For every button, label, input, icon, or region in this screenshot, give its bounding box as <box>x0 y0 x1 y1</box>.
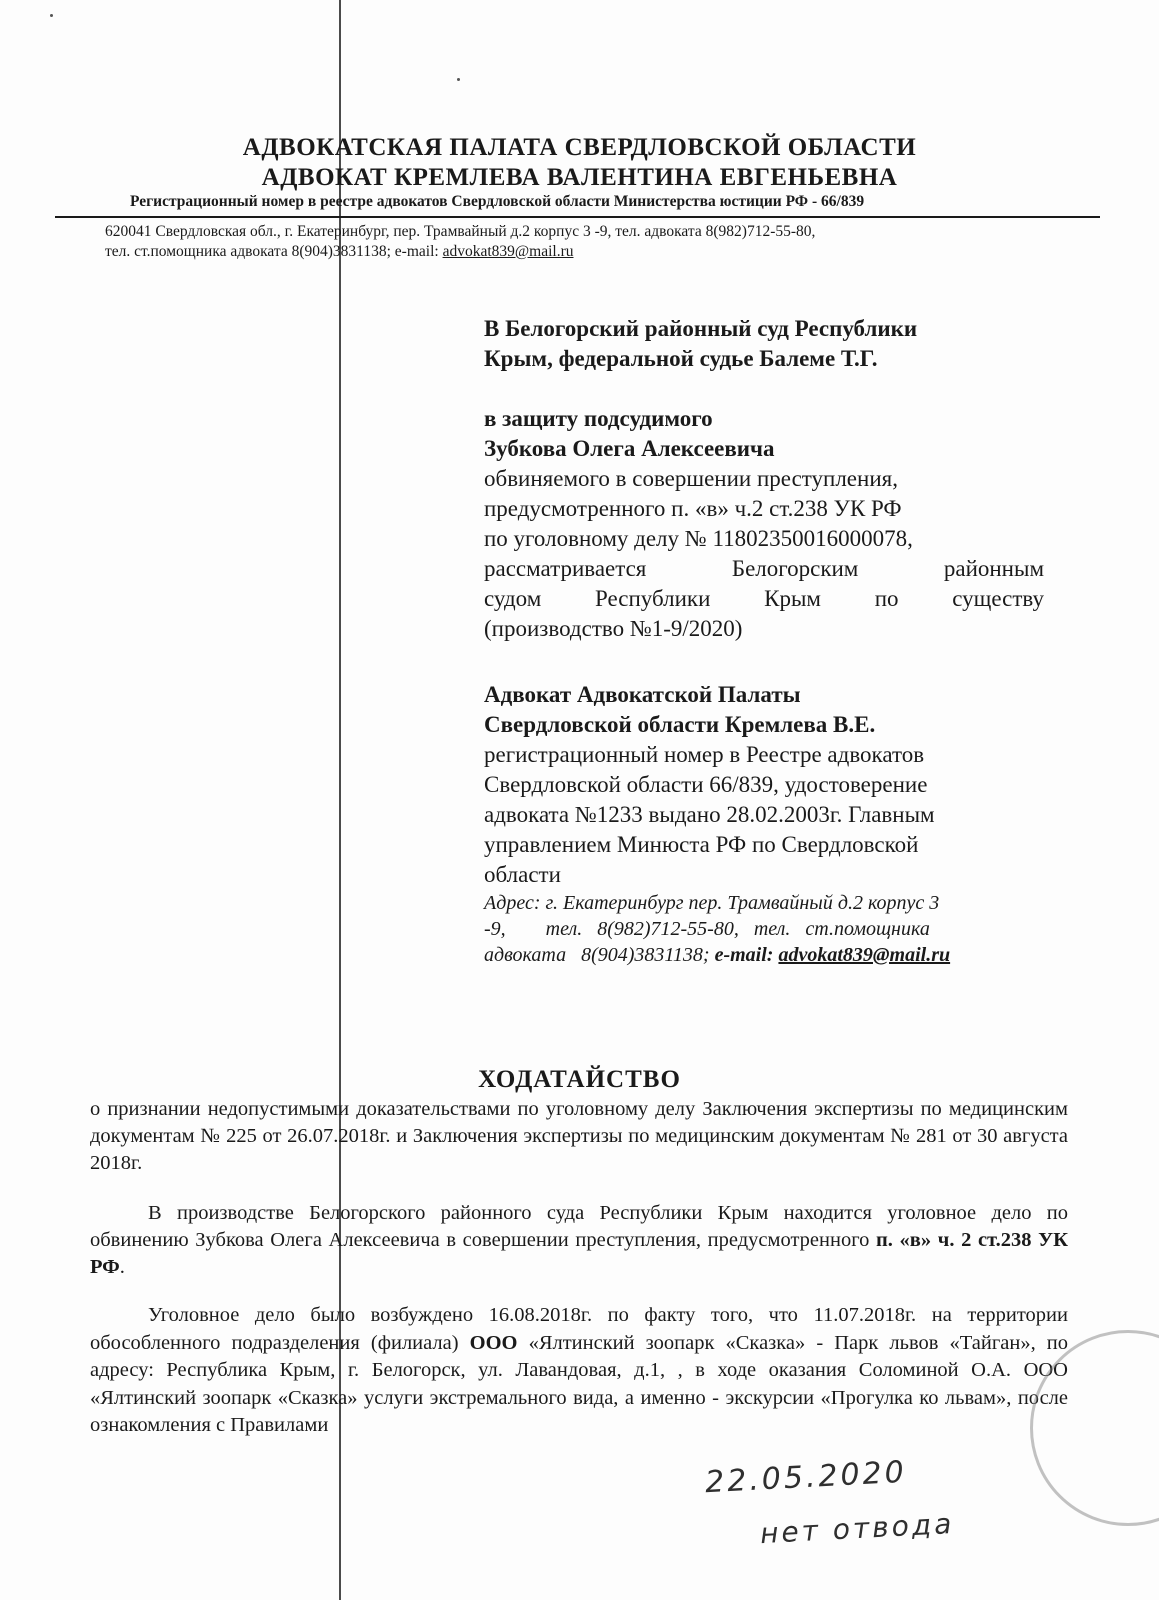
attorney-line-1: Адвокат Адвокатской Палаты <box>484 682 801 707</box>
paragraph-1-article: п. «в» ч. 2 ст.238 УК РФ <box>90 1229 1069 1278</box>
scan-speck <box>50 14 53 17</box>
paragraph-2-start: Уголовное дело было возбуждено 16.08.2018г. по факту того, что 11.07.2018г. на территории обособленного подразделения (филиала) <box>90 1304 1068 1354</box>
document-title: ХОДАТАЙСТВО <box>478 1066 681 1093</box>
contacts-line-1: 620041 Свердловская обл., г. Екатеринбург, пер. Трамвайный д.2 корпус 3 -9, тел. адвоката 8(982)712-55-80, <box>105 223 816 240</box>
attorney-email-link[interactable]: advokat839@mail.ru <box>778 944 951 966</box>
paragraph-2-end: «Ялтинский зоопарк «Сказка» - Парк львов «Тайган», по адресу: Республика Крым, г. Белогорск, ул. Лавандовая, д.1, , в ходе оказания Соломиной О.А. ООО «Ялтинский зоопарк «Сказка» услуги экстремального вида, а именно - экскурсии «Прогулка ко львам», после ознакомления с Правилами <box>90 1331 1068 1436</box>
paragraph-2 <box>90 1302 1068 1440</box>
defense-line-5: по уголовному делу № 11802350016000078, <box>484 526 913 551</box>
addressee-line-1: В Белогорский районный суд Республики <box>484 316 918 341</box>
letterhead-registry: Регистрационный номер в реестре адвокатов Свердловской области Министерства юстиции РФ - 66/839 <box>130 193 865 210</box>
defense-line-6: рассматривается Белогорским районным <box>484 556 1044 581</box>
attorney-line-6: управлением Минюста РФ по Свердловской <box>484 832 919 857</box>
defense-block <box>484 404 1044 644</box>
letterhead-org: АДВОКАТСКАЯ ПАЛАТА СВЕРДЛОВСКОЙ ОБЛАСТИ <box>242 134 917 161</box>
defense-line-3: обвиняемого в совершении преступления, <box>484 466 898 491</box>
handwritten-date: 22.05.2020 <box>704 1454 908 1501</box>
scan-speck <box>457 78 460 81</box>
letterhead-lawyer: АДВОКАТ КРЕМЛЕВА ВАЛЕНТИНА ЕВГЕНЬЕВНА <box>261 164 898 191</box>
defense-line-1: в защиту подсудимого <box>484 406 713 431</box>
defense-line-4: предусмотренного п. «в» ч.2 ст.238 УК РФ <box>484 496 902 521</box>
attorney-address-1: Адрес: г. Екатеринбург пер. Трамвайный д.2 корпус 3 <box>484 892 940 914</box>
attorney-line-3: регистрационный номер в Реестре адвокатов <box>484 742 925 767</box>
attorney-line-4: Свердловской области 66/839, удостоверение <box>484 772 928 797</box>
defendant-name: Зубкова Олега Алексеевича <box>484 436 775 461</box>
addressee-block <box>484 314 1044 374</box>
paragraph-2-bold: ООО <box>469 1331 518 1354</box>
paragraph-1-text: В производстве Белогорского районного суда Республики Крым находится уголовное дело по обвинению Зубкова Олега Алексеевича в совершении преступления, предусмотренного <box>90 1202 1068 1251</box>
letterhead-contacts <box>105 222 1065 262</box>
attorney-address-3 <box>484 942 1044 968</box>
defense-line-7: судом Республики Крым по существу <box>484 586 1044 611</box>
attorney-email-label: e-mail: <box>714 944 779 966</box>
attorney-line-7: области <box>484 862 561 887</box>
attorney-address-2: -9, тел. 8(982)712-55-80, тел. ст.помощника <box>484 918 930 940</box>
contacts-line-2-text: тел. ст.помощника адвоката 8(904)3831138; e-mail: <box>105 243 443 260</box>
attorney-address-3-text: адвоката 8(904)3831138; <box>484 944 715 966</box>
paragraph-1-end: . <box>119 1256 125 1278</box>
letterhead-divider <box>55 216 1100 218</box>
paragraph-1 <box>90 1200 1068 1281</box>
contacts-email-link[interactable]: advokat839@mail.ru <box>442 243 574 260</box>
attorney-line-5: адвоката №1233 выдано 28.02.2003г. Главным <box>484 802 935 827</box>
contacts-line-2 <box>105 242 1065 262</box>
document-subject: о признании недопустимыми доказательствами по уголовному делу Заключения экспертизы по медицинским документам № 225 от 26.07.2018г. и Заключения экспертизы по медицинским документам № 281 от 30 августа 2018г. <box>90 1098 1068 1174</box>
defense-line-8: (производство №1-9/2020) <box>484 616 743 641</box>
addressee-line-2: Крым, федеральной судье Балеме Т.Г. <box>484 346 878 371</box>
attorney-line-2: Свердловской области Кремлева В.Е. <box>484 712 876 737</box>
handwritten-note: нет отвода <box>759 1506 956 1551</box>
attorney-block <box>484 680 1044 968</box>
